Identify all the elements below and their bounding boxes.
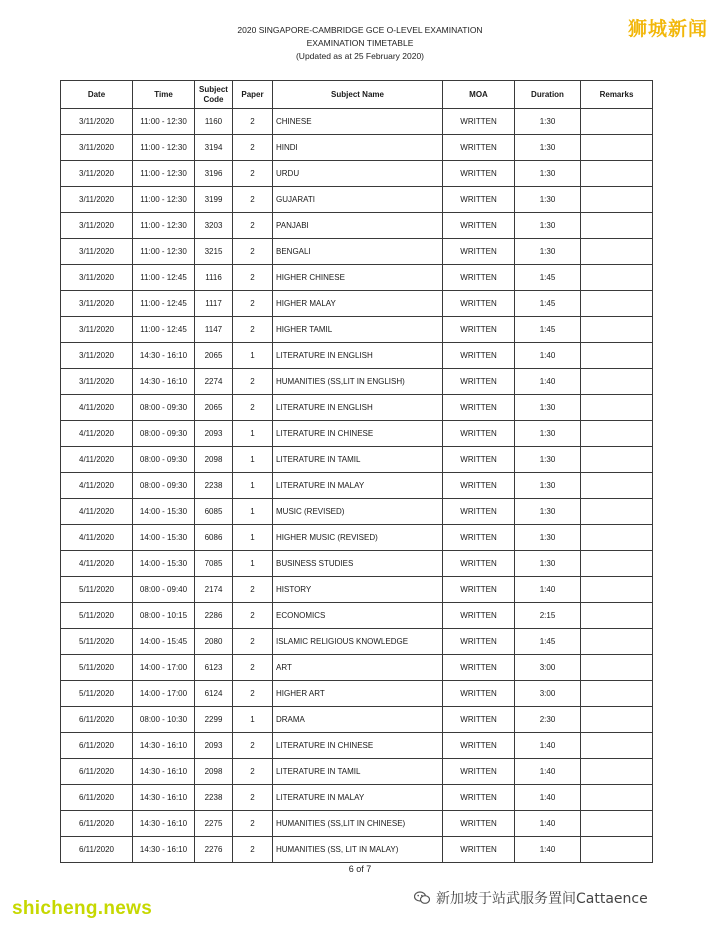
cell-subject-code: 2098 — [195, 759, 233, 785]
cell-subject-code: 2276 — [195, 837, 233, 863]
cell-remarks — [581, 837, 653, 863]
table-row — [61, 759, 653, 785]
cell-date: 3/11/2020 — [61, 265, 133, 291]
cell-subject-code: 6086 — [195, 525, 233, 551]
cell-remarks — [581, 525, 653, 551]
cell-duration: 1:30 — [515, 525, 581, 551]
cell-duration: 1:45 — [515, 291, 581, 317]
cell-time: 11:00 - 12:30 — [133, 239, 195, 265]
wechat-account-name: 新加坡于站武服务置间Cattaence — [436, 891, 648, 907]
cell-remarks — [581, 135, 653, 161]
cell-time: 11:00 - 12:30 — [133, 213, 195, 239]
cell-remarks — [581, 499, 653, 525]
cell-date: 3/11/2020 — [61, 161, 133, 187]
cell-subject-name: LITERATURE IN CHINESE — [273, 733, 443, 759]
cell-date: 6/11/2020 — [61, 707, 133, 733]
cell-subject-code: 3196 — [195, 161, 233, 187]
cell-date: 5/11/2020 — [61, 655, 133, 681]
table-row — [61, 681, 653, 707]
table-row — [61, 655, 653, 681]
cell-subject-code: 2238 — [195, 785, 233, 811]
cell-paper: 2 — [233, 109, 273, 135]
table-row — [61, 135, 653, 161]
cell-duration: 1:40 — [515, 577, 581, 603]
cell-date: 5/11/2020 — [61, 577, 133, 603]
cell-duration: 1:30 — [515, 187, 581, 213]
cell-remarks — [581, 733, 653, 759]
cell-moa: WRITTEN — [443, 733, 515, 759]
table-row — [61, 603, 653, 629]
cell-time: 14:30 - 16:10 — [133, 369, 195, 395]
column-header-duration: Duration — [515, 81, 581, 109]
cell-time: 14:00 - 15:45 — [133, 629, 195, 655]
cell-paper: 1 — [233, 707, 273, 733]
cell-duration: 1:40 — [515, 811, 581, 837]
cell-subject-code: 2098 — [195, 447, 233, 473]
cell-time: 14:30 - 16:10 — [133, 343, 195, 369]
cell-subject-code: 2093 — [195, 733, 233, 759]
cell-subject-code: 1117 — [195, 291, 233, 317]
cell-subject-name: HUMANITIES (SS,LIT IN ENGLISH) — [273, 369, 443, 395]
cell-moa: WRITTEN — [443, 811, 515, 837]
cell-remarks — [581, 811, 653, 837]
cell-time: 08:00 - 09:40 — [133, 577, 195, 603]
cell-subject-name: HUMANITIES (SS, LIT IN MALAY) — [273, 837, 443, 863]
exam-title: 2020 SINGAPORE-CAMBRIDGE GCE O-LEVEL EXAMINATION — [237, 25, 483, 35]
cell-remarks — [581, 239, 653, 265]
cell-moa: WRITTEN — [443, 473, 515, 499]
cell-date: 3/11/2020 — [61, 317, 133, 343]
cell-moa: WRITTEN — [443, 265, 515, 291]
cell-subject-code: 3203 — [195, 213, 233, 239]
wechat-watermark — [414, 888, 648, 908]
cell-remarks — [581, 603, 653, 629]
cell-subject-name: LITERATURE IN ENGLISH — [273, 343, 443, 369]
cell-moa: WRITTEN — [443, 499, 515, 525]
cell-moa: WRITTEN — [443, 135, 515, 161]
cell-subject-code: 1160 — [195, 109, 233, 135]
cell-time: 14:30 - 16:10 — [133, 733, 195, 759]
cell-time: 14:00 - 15:30 — [133, 551, 195, 577]
cell-subject-name: BUSINESS STUDIES — [273, 551, 443, 577]
cell-duration: 1:30 — [515, 213, 581, 239]
table-row — [61, 707, 653, 733]
cell-remarks — [581, 759, 653, 785]
cell-paper: 2 — [233, 187, 273, 213]
cell-date: 5/11/2020 — [61, 681, 133, 707]
cell-remarks — [581, 109, 653, 135]
cell-paper: 2 — [233, 785, 273, 811]
table-row — [61, 525, 653, 551]
cell-duration: 1:45 — [515, 317, 581, 343]
cell-date: 3/11/2020 — [61, 343, 133, 369]
cell-duration: 2:30 — [515, 707, 581, 733]
cell-time: 08:00 - 09:30 — [133, 395, 195, 421]
cell-paper: 2 — [233, 681, 273, 707]
cell-subject-name: LITERATURE IN MALAY — [273, 473, 443, 499]
table-row — [61, 447, 653, 473]
cell-subject-code: 7085 — [195, 551, 233, 577]
cell-time: 11:00 - 12:30 — [133, 109, 195, 135]
cell-moa: WRITTEN — [443, 785, 515, 811]
table-row — [61, 187, 653, 213]
cell-moa: WRITTEN — [443, 577, 515, 603]
watermark-brand-bottom: shicheng.news — [12, 898, 153, 919]
cell-subject-code: 2238 — [195, 473, 233, 499]
cell-paper: 2 — [233, 291, 273, 317]
table-row — [61, 317, 653, 343]
cell-subject-code: 3194 — [195, 135, 233, 161]
cell-subject-name: DRAMA — [273, 707, 443, 733]
cell-paper: 2 — [233, 577, 273, 603]
cell-date: 6/11/2020 — [61, 785, 133, 811]
column-header-remarks: Remarks — [581, 81, 653, 109]
cell-paper: 2 — [233, 369, 273, 395]
cell-subject-code: 1147 — [195, 317, 233, 343]
cell-duration: 3:00 — [515, 681, 581, 707]
cell-duration: 1:30 — [515, 551, 581, 577]
cell-subject-code: 2286 — [195, 603, 233, 629]
cell-subject-code: 2093 — [195, 421, 233, 447]
cell-time: 14:30 - 16:10 — [133, 811, 195, 837]
column-header-subject-name: Subject Name — [273, 81, 443, 109]
cell-paper: 2 — [233, 733, 273, 759]
cell-subject-name: MUSIC (REVISED) — [273, 499, 443, 525]
cell-subject-name: HINDI — [273, 135, 443, 161]
cell-subject-code: 3199 — [195, 187, 233, 213]
table-row — [61, 239, 653, 265]
cell-remarks — [581, 473, 653, 499]
cell-time: 08:00 - 10:15 — [133, 603, 195, 629]
cell-paper: 1 — [233, 525, 273, 551]
table-row — [61, 421, 653, 447]
cell-paper: 2 — [233, 655, 273, 681]
cell-paper: 2 — [233, 811, 273, 837]
cell-time: 14:30 - 16:10 — [133, 837, 195, 863]
updated-date: (Updated as at 25 February 2020) — [295, 51, 425, 61]
cell-remarks — [581, 421, 653, 447]
cell-remarks — [581, 655, 653, 681]
cell-moa: WRITTEN — [443, 317, 515, 343]
table-row — [61, 629, 653, 655]
table-row — [61, 343, 653, 369]
cell-remarks — [581, 291, 653, 317]
cell-duration: 1:30 — [515, 239, 581, 265]
cell-date: 4/11/2020 — [61, 421, 133, 447]
cell-duration: 1:30 — [515, 447, 581, 473]
cell-moa: WRITTEN — [443, 239, 515, 265]
cell-date: 5/11/2020 — [61, 629, 133, 655]
table-row — [61, 291, 653, 317]
table-row — [61, 213, 653, 239]
cell-duration: 1:40 — [515, 733, 581, 759]
cell-duration: 1:40 — [515, 759, 581, 785]
cell-time: 08:00 - 09:30 — [133, 447, 195, 473]
cell-remarks — [581, 369, 653, 395]
cell-subject-code: 6124 — [195, 681, 233, 707]
cell-paper: 1 — [233, 551, 273, 577]
cell-moa: WRITTEN — [443, 421, 515, 447]
cell-time: 11:00 - 12:45 — [133, 291, 195, 317]
cell-moa: WRITTEN — [443, 109, 515, 135]
table-row — [61, 551, 653, 577]
table-header-row — [61, 81, 653, 109]
wechat-icon — [414, 891, 430, 905]
table-row — [61, 265, 653, 291]
cell-remarks — [581, 317, 653, 343]
cell-duration: 3:00 — [515, 655, 581, 681]
cell-duration: 1:30 — [515, 421, 581, 447]
column-header-time: Time — [133, 81, 195, 109]
cell-subject-name: ECONOMICS — [273, 603, 443, 629]
table-row — [61, 369, 653, 395]
cell-moa: WRITTEN — [443, 655, 515, 681]
table-row — [61, 395, 653, 421]
cell-time: 11:00 - 12:30 — [133, 187, 195, 213]
cell-subject-name: ISLAMIC RELIGIOUS KNOWLEDGE — [273, 629, 443, 655]
table-row — [61, 733, 653, 759]
cell-paper: 2 — [233, 265, 273, 291]
cell-moa: WRITTEN — [443, 837, 515, 863]
cell-subject-code: 6085 — [195, 499, 233, 525]
cell-paper: 2 — [233, 629, 273, 655]
cell-date: 3/11/2020 — [61, 213, 133, 239]
cell-subject-name: LITERATURE IN ENGLISH — [273, 395, 443, 421]
page-number: 6 of 7 — [348, 864, 372, 874]
cell-subject-code: 2080 — [195, 629, 233, 655]
cell-subject-name: GUJARATI — [273, 187, 443, 213]
cell-subject-code: 2299 — [195, 707, 233, 733]
cell-duration: 1:30 — [515, 395, 581, 421]
cell-remarks — [581, 395, 653, 421]
cell-subject-code: 2174 — [195, 577, 233, 603]
cell-paper: 2 — [233, 161, 273, 187]
cell-time: 14:30 - 16:10 — [133, 759, 195, 785]
cell-date: 3/11/2020 — [61, 187, 133, 213]
table-body — [61, 109, 653, 863]
cell-time: 14:00 - 15:30 — [133, 499, 195, 525]
cell-subject-name: LITERATURE IN CHINESE — [273, 421, 443, 447]
cell-subject-name: HIGHER MALAY — [273, 291, 443, 317]
cell-subject-name: BENGALI — [273, 239, 443, 265]
cell-remarks — [581, 447, 653, 473]
cell-date: 4/11/2020 — [61, 395, 133, 421]
cell-date: 3/11/2020 — [61, 291, 133, 317]
cell-subject-name: LITERATURE IN MALAY — [273, 785, 443, 811]
watermark-brand-top: 狮城新闻 — [627, 19, 708, 40]
table-row — [61, 109, 653, 135]
cell-subject-name: HIGHER TAMIL — [273, 317, 443, 343]
table-row — [61, 811, 653, 837]
cell-date: 3/11/2020 — [61, 369, 133, 395]
cell-subject-name: HISTORY — [273, 577, 443, 603]
cell-subject-name: CHINESE — [273, 109, 443, 135]
cell-time: 11:00 - 12:30 — [133, 135, 195, 161]
column-header-moa: MOA — [443, 81, 515, 109]
cell-time: 14:00 - 17:00 — [133, 655, 195, 681]
cell-duration: 1:45 — [515, 265, 581, 291]
cell-paper: 1 — [233, 499, 273, 525]
cell-duration: 2:15 — [515, 603, 581, 629]
cell-time: 11:00 - 12:45 — [133, 265, 195, 291]
cell-moa: WRITTEN — [443, 759, 515, 785]
cell-moa: WRITTEN — [443, 213, 515, 239]
cell-paper: 2 — [233, 603, 273, 629]
cell-time: 14:00 - 15:30 — [133, 525, 195, 551]
cell-paper: 2 — [233, 239, 273, 265]
cell-paper: 2 — [233, 759, 273, 785]
cell-time: 11:00 - 12:30 — [133, 161, 195, 187]
cell-remarks — [581, 707, 653, 733]
cell-date: 5/11/2020 — [61, 603, 133, 629]
column-header-paper: Paper — [233, 81, 273, 109]
cell-remarks — [581, 577, 653, 603]
cell-subject-name: ART — [273, 655, 443, 681]
cell-duration: 1:40 — [515, 785, 581, 811]
cell-date: 3/11/2020 — [61, 109, 133, 135]
cell-duration: 1:30 — [515, 473, 581, 499]
cell-date: 4/11/2020 — [61, 525, 133, 551]
cell-subject-code: 2065 — [195, 395, 233, 421]
cell-subject-name: HUMANITIES (SS,LIT IN CHINESE) — [273, 811, 443, 837]
cell-subject-code: 2275 — [195, 811, 233, 837]
cell-time: 08:00 - 10:30 — [133, 707, 195, 733]
cell-subject-name: HIGHER ART — [273, 681, 443, 707]
cell-subject-code: 6123 — [195, 655, 233, 681]
timetable-title: EXAMINATION TIMETABLE — [306, 38, 414, 48]
cell-subject-code: 1116 — [195, 265, 233, 291]
cell-duration: 1:40 — [515, 343, 581, 369]
cell-time: 14:00 - 17:00 — [133, 681, 195, 707]
cell-paper: 1 — [233, 421, 273, 447]
cell-moa: WRITTEN — [443, 187, 515, 213]
cell-paper: 1 — [233, 447, 273, 473]
cell-remarks — [581, 551, 653, 577]
table-row — [61, 473, 653, 499]
cell-date: 6/11/2020 — [61, 811, 133, 837]
cell-time: 08:00 - 09:30 — [133, 473, 195, 499]
cell-paper: 2 — [233, 213, 273, 239]
cell-subject-name: LITERATURE IN TAMIL — [273, 759, 443, 785]
cell-subject-name: HIGHER CHINESE — [273, 265, 443, 291]
table-row — [61, 577, 653, 603]
column-header-date: Date — [61, 81, 133, 109]
cell-duration: 1:40 — [515, 369, 581, 395]
cell-moa: WRITTEN — [443, 291, 515, 317]
cell-paper: 1 — [233, 343, 273, 369]
cell-duration: 1:40 — [515, 837, 581, 863]
cell-remarks — [581, 785, 653, 811]
cell-date: 4/11/2020 — [61, 473, 133, 499]
cell-date: 6/11/2020 — [61, 837, 133, 863]
cell-paper: 1 — [233, 473, 273, 499]
cell-moa: WRITTEN — [443, 681, 515, 707]
cell-date: 4/11/2020 — [61, 499, 133, 525]
cell-date: 4/11/2020 — [61, 551, 133, 577]
document-header — [0, 24, 720, 63]
cell-paper: 2 — [233, 135, 273, 161]
cell-date: 3/11/2020 — [61, 135, 133, 161]
cell-date: 4/11/2020 — [61, 447, 133, 473]
cell-moa: WRITTEN — [443, 343, 515, 369]
cell-duration: 1:30 — [515, 161, 581, 187]
cell-moa: WRITTEN — [443, 525, 515, 551]
cell-subject-name: URDU — [273, 161, 443, 187]
cell-moa: WRITTEN — [443, 369, 515, 395]
cell-subject-code: 3215 — [195, 239, 233, 265]
table-row — [61, 161, 653, 187]
cell-moa: WRITTEN — [443, 707, 515, 733]
table-row — [61, 785, 653, 811]
cell-subject-name: HIGHER MUSIC (REVISED) — [273, 525, 443, 551]
cell-remarks — [581, 629, 653, 655]
cell-remarks — [581, 265, 653, 291]
cell-time: 14:30 - 16:10 — [133, 785, 195, 811]
cell-date: 6/11/2020 — [61, 759, 133, 785]
cell-time: 11:00 - 12:45 — [133, 317, 195, 343]
cell-duration: 1:30 — [515, 135, 581, 161]
column-header-subject-code: Subject Code — [195, 81, 233, 109]
cell-moa: WRITTEN — [443, 603, 515, 629]
table-row — [61, 499, 653, 525]
exam-timetable — [60, 80, 653, 863]
cell-date: 3/11/2020 — [61, 239, 133, 265]
cell-paper: 2 — [233, 837, 273, 863]
cell-moa: WRITTEN — [443, 551, 515, 577]
cell-time: 08:00 - 09:30 — [133, 421, 195, 447]
cell-subject-name: PANJABI — [273, 213, 443, 239]
cell-paper: 2 — [233, 395, 273, 421]
cell-duration: 1:45 — [515, 629, 581, 655]
cell-remarks — [581, 213, 653, 239]
cell-subject-code: 2274 — [195, 369, 233, 395]
cell-date: 6/11/2020 — [61, 733, 133, 759]
cell-moa: WRITTEN — [443, 629, 515, 655]
cell-moa: WRITTEN — [443, 395, 515, 421]
table-row — [61, 837, 653, 863]
cell-remarks — [581, 187, 653, 213]
cell-subject-name: LITERATURE IN TAMIL — [273, 447, 443, 473]
cell-subject-code: 2065 — [195, 343, 233, 369]
cell-duration: 1:30 — [515, 109, 581, 135]
cell-duration: 1:30 — [515, 499, 581, 525]
cell-remarks — [581, 681, 653, 707]
cell-remarks — [581, 161, 653, 187]
cell-moa: WRITTEN — [443, 161, 515, 187]
cell-moa: WRITTEN — [443, 447, 515, 473]
cell-paper: 2 — [233, 317, 273, 343]
cell-remarks — [581, 343, 653, 369]
